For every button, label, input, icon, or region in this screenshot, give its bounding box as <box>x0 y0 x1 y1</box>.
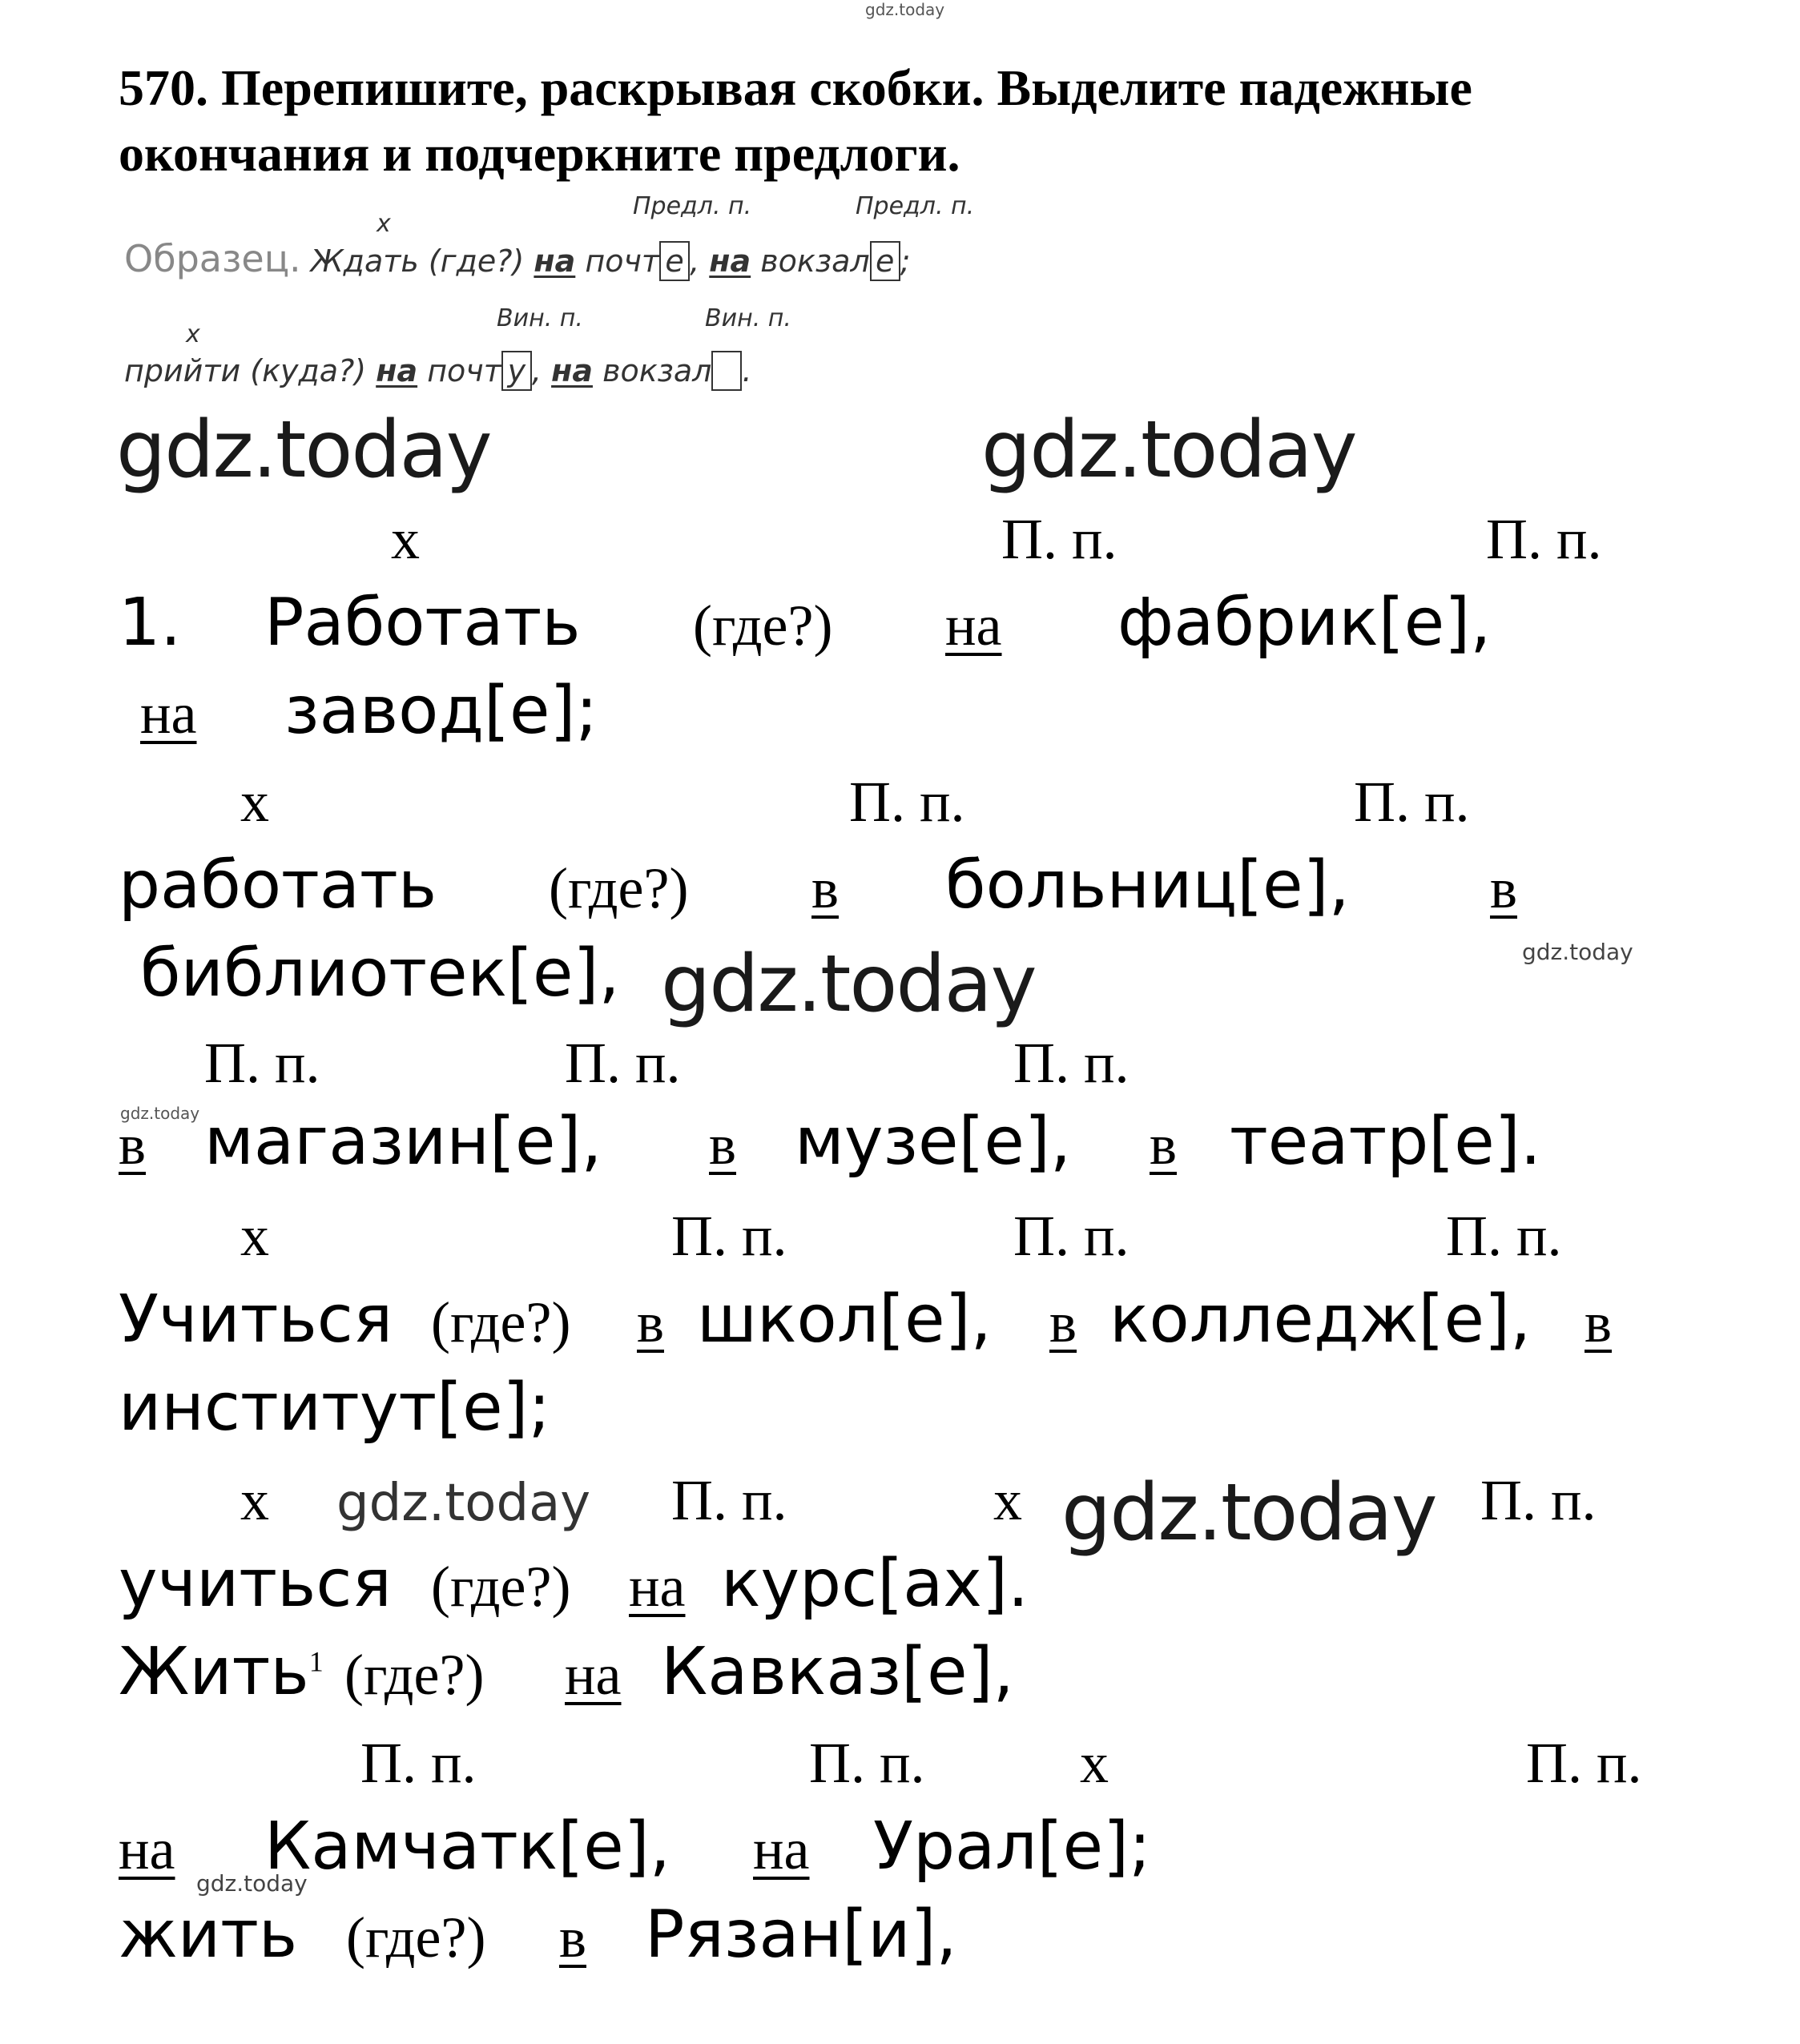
line8-word: курс[ах]. <box>721 1546 1029 1622</box>
sample-label: Образец. <box>124 237 301 280</box>
line7-word: институт[е]; <box>119 1370 551 1446</box>
line6-prep1: в <box>637 1290 664 1354</box>
exercise-title-line2: окончания и подчеркните предлоги. <box>119 125 960 182</box>
ann-3-pp1: П. п. <box>204 1031 320 1095</box>
line6-prep2: в <box>1049 1290 1077 1354</box>
ann-1-pp1: П. п. <box>1001 507 1117 571</box>
line6-verb: Учиться <box>119 1282 393 1358</box>
line2-word: завод[е]; <box>284 673 598 749</box>
ann-5-x1: x <box>240 1468 269 1532</box>
line1-prep1: на <box>945 593 1002 658</box>
line3-word1: больниц[е], <box>945 847 1350 923</box>
ann-2-pp2: П. п. <box>1354 770 1470 834</box>
ann-5-pp1: П. п. <box>671 1468 787 1532</box>
line6-word2: колледж[е], <box>1109 1282 1532 1358</box>
line10-word1: Камчатк[е], <box>264 1809 670 1885</box>
line8-prep: на <box>629 1555 686 1619</box>
line9-verb <box>119 1634 324 1710</box>
sample-row1 <box>124 237 910 281</box>
line8-verb: учиться <box>119 1546 392 1622</box>
line11-verb: жить <box>119 1897 298 1973</box>
sample-r2-ending2 <box>711 351 742 391</box>
ann-5-x2: x <box>993 1468 1022 1532</box>
sample-ann-x1: x <box>377 210 391 238</box>
sample-ann-predl1: Предл. п. <box>633 192 752 220</box>
sample-r2-prep2: на <box>551 353 593 388</box>
ann-2-x: x <box>240 770 269 834</box>
sample-r1-comma: , <box>690 243 700 279</box>
sample-r1-verb: Ждать (где?) <box>310 243 525 279</box>
ann-3-pp3: П. п. <box>1013 1031 1130 1095</box>
sample-r2-comma: , <box>531 353 542 388</box>
line10-prep1: на <box>119 1817 175 1881</box>
watermark-large-4: gdz.today <box>1061 1467 1436 1559</box>
watermark-mid-1: gdz.today <box>336 1474 591 1533</box>
sample-r1-end: ; <box>900 243 911 279</box>
watermark-large-3: gdz.today <box>661 939 1036 1030</box>
ann-4-pp3: П. п. <box>1446 1204 1562 1268</box>
watermark-small-3: gdz.today <box>196 1870 308 1897</box>
line5-prep3: в <box>1150 1113 1177 1177</box>
watermark-large-1: gdz.today <box>116 404 491 496</box>
line11-question: (где?) <box>346 1905 486 1970</box>
line5-word1: магазин[е], <box>204 1104 602 1180</box>
line10-word2: Урал[е]; <box>873 1809 1151 1885</box>
line1-number: 1. <box>119 585 182 661</box>
line9-verb-text: Жить <box>119 1634 309 1710</box>
watermark-small-1: gdz.today <box>1522 939 1633 965</box>
line5-prep1: в <box>119 1113 146 1177</box>
line11-prep: в <box>559 1905 586 1970</box>
line1-verb: Работать <box>264 585 581 661</box>
ann-1-x: x <box>391 507 420 571</box>
line8-question: (где?) <box>431 1555 571 1619</box>
ann-2-pp1: П. п. <box>849 770 965 834</box>
sample-r1-w1: почт <box>585 243 660 279</box>
ann-1-pp2: П. п. <box>1486 507 1602 571</box>
ann-6-pp3: П. п. <box>1526 1731 1642 1795</box>
line1-question: (где?) <box>693 593 833 658</box>
line1-word1: фабрик[е], <box>1117 585 1492 661</box>
line3-verb: работать <box>119 847 437 923</box>
sample-r2-end: . <box>742 353 752 388</box>
line10-prep2: на <box>753 1817 810 1881</box>
sample-ann-x2: x <box>186 320 200 348</box>
line5-prep2: в <box>709 1113 736 1177</box>
sample-r2-prep1: на <box>376 353 418 388</box>
line6-prep3: в <box>1585 1290 1612 1354</box>
ann-6-x: x <box>1080 1731 1109 1795</box>
sample-r2-w1: почт <box>427 353 501 388</box>
line5-word3: театр[е]. <box>1230 1104 1541 1180</box>
ann-6-pp1: П. п. <box>360 1731 477 1795</box>
line6-question: (где?) <box>431 1290 571 1354</box>
line11-word: Рязан[и], <box>645 1897 957 1973</box>
line9-prep: на <box>565 1643 622 1707</box>
line5-word2: музе[е], <box>795 1104 1071 1180</box>
ann-6-pp2: П. п. <box>809 1731 925 1795</box>
line9-question: (где?) <box>344 1643 485 1707</box>
watermark-top: gdz.today <box>865 0 945 19</box>
watermark-large-2: gdz.today <box>981 404 1356 496</box>
line6-word1: школ[е], <box>697 1282 992 1358</box>
ann-4-pp1: П. п. <box>671 1204 787 1268</box>
sample-ann-vin2: Вин. п. <box>705 304 791 332</box>
sample-r1-ending1: е <box>659 241 690 281</box>
line3-question: (где?) <box>549 856 689 920</box>
ann-4-pp2: П. п. <box>1013 1204 1130 1268</box>
sample-r1-prep2: на <box>709 243 751 279</box>
line2-prep: на <box>140 682 197 746</box>
sample-row2 <box>124 351 752 391</box>
sample-r2-w2: вокзал <box>602 353 712 388</box>
ann-3-pp2: П. п. <box>565 1031 681 1095</box>
sample-r1-prep1: на <box>534 243 576 279</box>
watermark-small-2: gdz.today <box>120 1104 200 1123</box>
sample-r2-ending1: у <box>501 351 532 391</box>
sample-r1-ending2: е <box>870 241 900 281</box>
ann-5-pp2: П. п. <box>1480 1468 1597 1532</box>
line3-prep1: в <box>811 856 839 920</box>
line3-prep2: в <box>1490 856 1517 920</box>
exercise-title-line1: 570. Перепишите, раскрывая скобки. Выделите падежные <box>119 59 1472 116</box>
sample-r1-w2: вокзал <box>760 243 870 279</box>
line9-word: Кавказ[е], <box>661 1634 1014 1710</box>
line4-word: библиотек[е], <box>140 935 620 1012</box>
ann-4-x: x <box>240 1204 269 1268</box>
sample-r2-verb: прийти (куда?) <box>124 353 367 388</box>
footnote-mark: 1 <box>308 1645 324 1678</box>
sample-ann-predl2: Предл. п. <box>856 192 975 220</box>
sample-ann-vin1: Вин. п. <box>497 304 583 332</box>
